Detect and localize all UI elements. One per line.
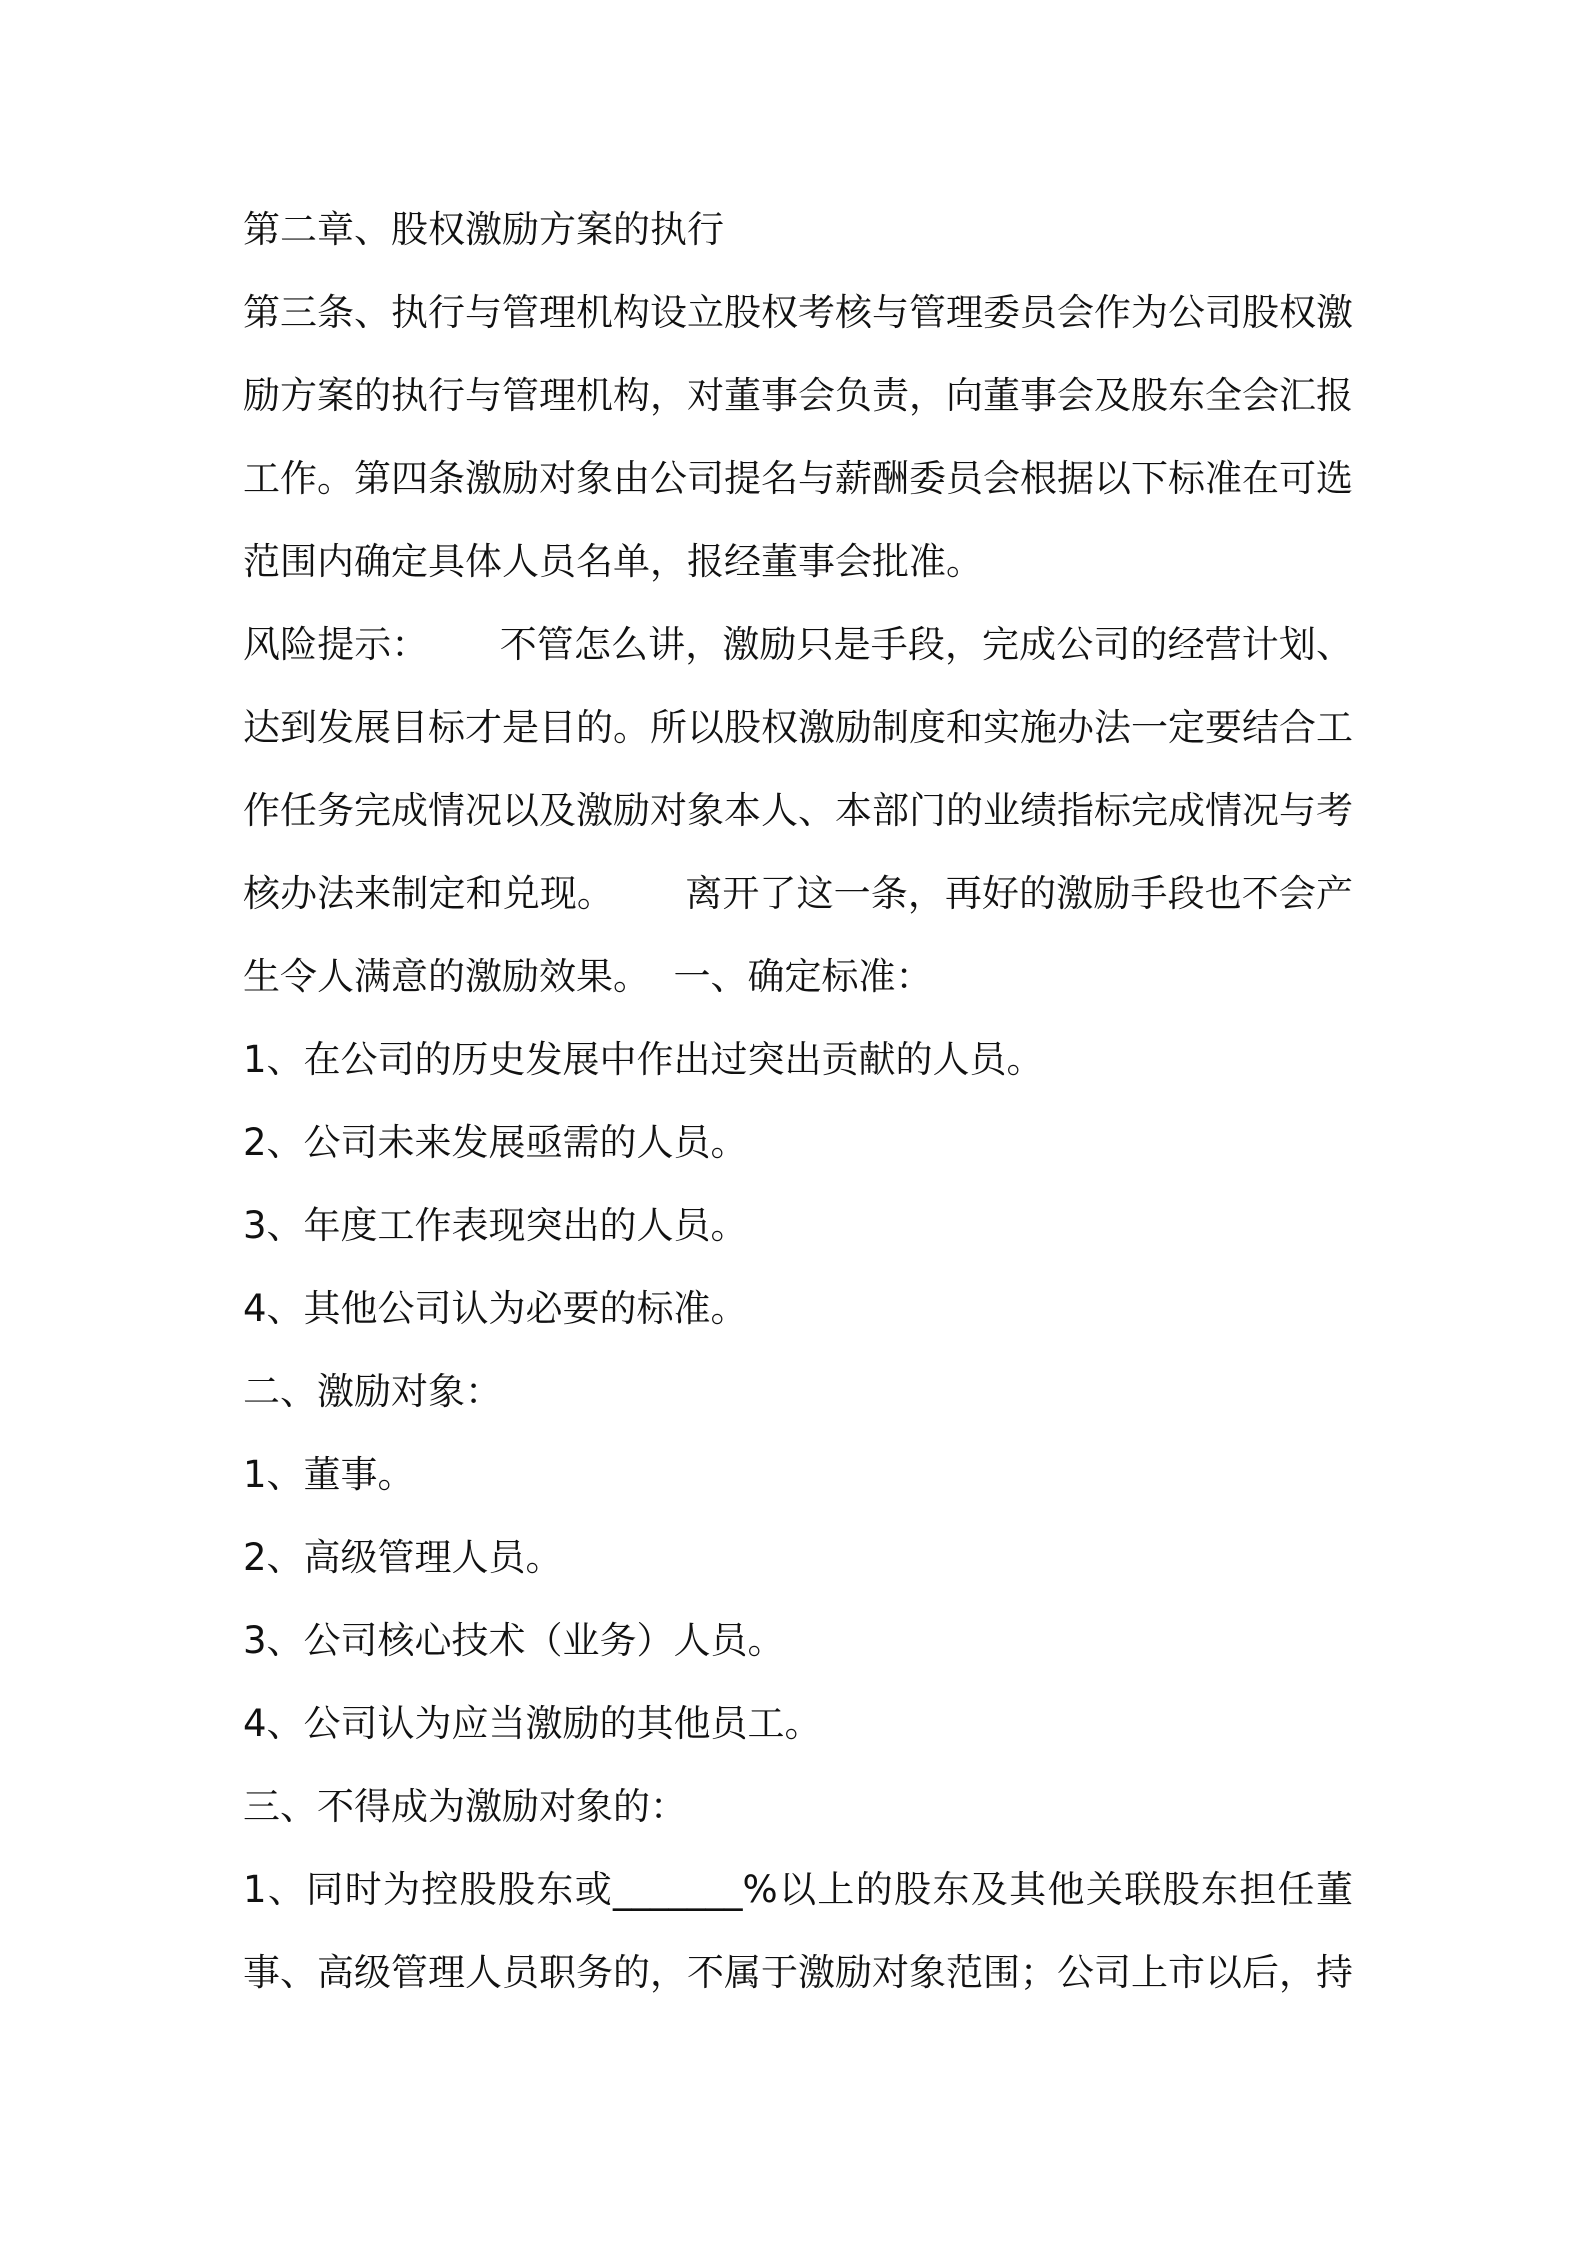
paragraph-line: 事、高级管理人员职务的，不属于激励对象范围；公司上市以后，持: [243, 1951, 1353, 1994]
list-item: 1、在公司的历史发展中作出过突出贡献的人员。: [243, 1038, 1044, 1081]
list-item: 4、其他公司认为必要的标准。: [243, 1287, 748, 1330]
section-heading: 二、激励对象：: [243, 1370, 502, 1413]
paragraph-line: 工作。第四条激励对象由公司提名与薪酬委员会根据以下标准在可选: [243, 457, 1353, 500]
paragraph-line: 励方案的执行与管理机构，对董事会负责，向董事会及股东全会汇报: [243, 374, 1353, 417]
list-item: 1、董事。: [243, 1453, 415, 1496]
list-item: 2、高级管理人员。: [243, 1536, 563, 1579]
risk-note-line: 核办法来制定和兑现。 离开了这一条，再好的激励手段也不会产: [243, 872, 1353, 915]
risk-note-line: 作任务完成情况以及激励对象本人、本部门的业绩指标完成情况与考: [243, 789, 1353, 832]
list-item: 4、公司认为应当激励的其他员工。: [243, 1702, 822, 1745]
paragraph-line: 第三条、执行与管理机构设立股权考核与管理委员会作为公司股权激: [243, 291, 1353, 334]
risk-note-line: 风险提示： 不管怎么讲，激励只是手段，完成公司的经营计划、: [243, 623, 1353, 666]
paragraph-line: 范围内确定具体人员名单，报经董事会批准。: [243, 540, 983, 583]
chapter-heading: 第二章、股权激励方案的执行: [243, 208, 724, 251]
risk-note-line: 达到发展目标才是目的。所以股权激励制度和实施办法一定要结合工: [243, 706, 1353, 749]
list-item: 3、公司核心技术（业务）人员。: [243, 1619, 785, 1662]
list-item: 2、公司未来发展亟需的人员。: [243, 1121, 748, 1164]
document-body: [243, 188, 1353, 2014]
section-heading: 三、不得成为激励对象的：: [243, 1785, 687, 1828]
risk-note-line: 生令人满意的激励效果。 一、确定标准：: [243, 955, 933, 998]
list-item: 3、年度工作表现突出的人员。: [243, 1204, 748, 1247]
list-item: 1、同时为控股股东或_______%以上的股东及其他关联股东担任董: [243, 1868, 1353, 1911]
